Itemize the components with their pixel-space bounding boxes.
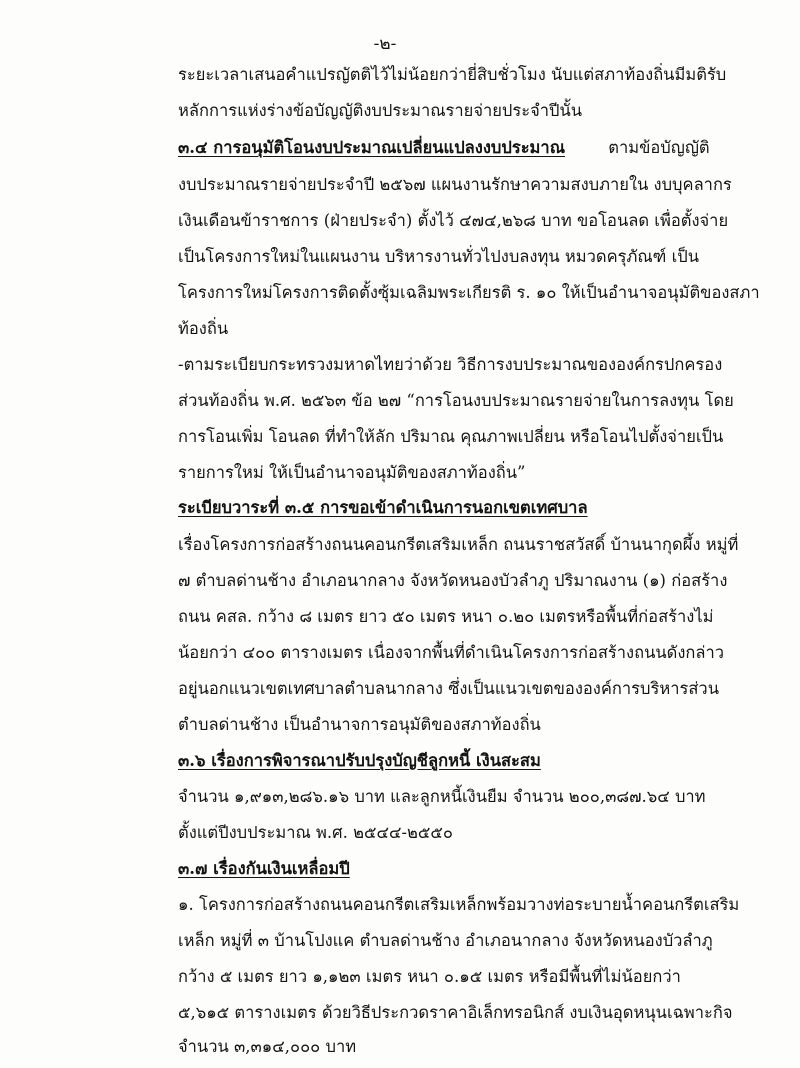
section-3-7-heading: ๓.๗ เรื่องกันเงินเหลื่อมปี xyxy=(178,859,350,878)
text-line: เหล็ก หมู่ที่ ๓ บ้านโปงแค ตำบลด่านช้าง อำเภอนากลาง จังหวัดหนองบัวลำภู xyxy=(178,931,713,950)
text-line: การโอนเพิ่ม โอนลด ที่ทำให้ลัก ปริมาณ คุณภาพเปลี่ยน หรือโอนไปตั้งจ่ายเป็น xyxy=(178,427,724,446)
text-line: เรื่องโครงการก่อสร้างถนนคอนกรีตเสริมเหล็ก ถนนราชสวัสดิ์ บ้านนากุดผึ้ง หมู่ที่ xyxy=(178,535,739,554)
text-line: รายการใหม่ ให้เป็นอำนาจอนุมัติของสภาท้องถิ่น” xyxy=(178,463,526,482)
section-3-4-line xyxy=(178,137,710,159)
text-line: น้อยกว่า ๔๐๐ ตารางเมตร เนื่องจากพื้นที่ดำเนินโครงการก่อสร้างถนนดังกล่าว xyxy=(178,643,725,662)
text-line: -ตามระเบียบกระทรวงมหาดไทยว่าด้วย วิธีการงบประมาณขององค์กรปกครอง xyxy=(178,355,723,374)
section-3-4-heading: ๓.๔ การอนุมัติโอนงบประมาณเปลี่ยนแปลงงบประมาณ xyxy=(178,138,566,157)
text-line: จำนวน ๓,๓๑๔,๐๐๐ บาท xyxy=(178,1037,357,1056)
section-3-6-heading: ๓.๖ เรื่องการพิจารณาปรับปรุงบัญชีลูกหนี้ เงินสะสม xyxy=(178,751,541,770)
text-line: กว้าง ๕ เมตร ยาว ๑,๑๒๓ เมตร หนา ๐.๑๕ เมตร หรือมีพื้นที่ไม่น้อยกว่า xyxy=(178,967,681,986)
text-line: ตำบลด่านช้าง เป็นอำนาจการอนุมัติของสภาท้องถิ่น xyxy=(178,715,541,734)
text-line: เงินเดือนข้าราชการ (ฝ่ายประจำ) ตั้งไว้ ๔๗๔,๒๖๘ บาท ขอโอนลด เพื่อตั้งจ่าย xyxy=(178,211,729,230)
text-line: ๗ ตำบลด่านช้าง อำเภอนากลาง จังหวัดหนองบัวลำภู ปริมาณงาน (๑) ก่อสร้าง xyxy=(178,571,728,590)
text-line: หลักการแห่งร่างข้อบัญญัติงบประมาณรายจ่ายประจำปีนั้น xyxy=(178,101,583,120)
page-number: -๒- xyxy=(373,34,397,54)
text-line: ส่วนท้องถิ่น พ.ศ. ๒๕๖๓ ข้อ ๒๗ “การโอนงบประมาณรายจ่ายในการลงทุน โดย xyxy=(178,391,734,410)
text-line: ถนน คสล. กว้าง ๘ เมตร ยาว ๕๐ เมตร หนา ๐.๒๐ เมตรหรือพื้นที่ก่อสร้างไม่ xyxy=(178,607,714,626)
text-line: ๑. โครงการก่อสร้างถนนคอนกรีตเสริมเหล็กพร้อมวางท่อระบายน้ำคอนกรีตเสริม xyxy=(178,895,740,914)
text-line: ๕,๖๑๕ ตารางเมตร ด้วยวิธีประกวดราคาอิเล็กทรอนิกส์ งบเงินอุดหนุนเฉพาะกิจ xyxy=(178,1003,733,1022)
text-line: อยู่นอกแนวเขตเทศบาลตำบลนากลาง ซึ่งเป็นแนวเขตขององค์การบริหารส่วน xyxy=(178,679,719,698)
text-line: จำนวน ๑,๙๑๓,๒๘๖.๑๖ บาท และลูกหนี้เงินยืม จำนวน ๒๐๐,๓๘๗.๖๔ บาท xyxy=(178,787,706,806)
text-line: งบประมาณรายจ่ายประจำปี ๒๕๖๗ แผนงานรักษาความสงบภายใน งบบุคลากร xyxy=(178,175,732,194)
text-line: ตั้งแต่ปีงบประมาณ พ.ศ. ๒๕๔๔-๒๕๕๐ xyxy=(178,823,453,842)
text-line: โครงการใหม่โครงการติดตั้งซุ้มเฉลิมพระเกียรติ ร. ๑๐ ให้เป็นอำนาจอนุมัติของสภา xyxy=(178,283,760,302)
text-line: ท้องถิ่น xyxy=(178,319,229,338)
section-3-5-heading: ระเบียบวาระที่ ๓.๕ การขอเข้าดำเนินการนอกเขตเทศบาล xyxy=(178,498,588,517)
text-line: ระยะเวลาเสนอคำแปรญัตติไว้ไม่น้อยกว่ายี่สิบชั่วโมง นับแต่สภาท้องถิ่นมีมติรับ xyxy=(178,65,727,84)
section-3-4-rest: ตามข้อบัญญัติ xyxy=(603,138,710,157)
text-line: เป็นโครงการใหม่ในแผนงาน บริหารงานทั่วไปงบลงทุน หมวดครุภัณฑ์ เป็น xyxy=(178,247,700,266)
